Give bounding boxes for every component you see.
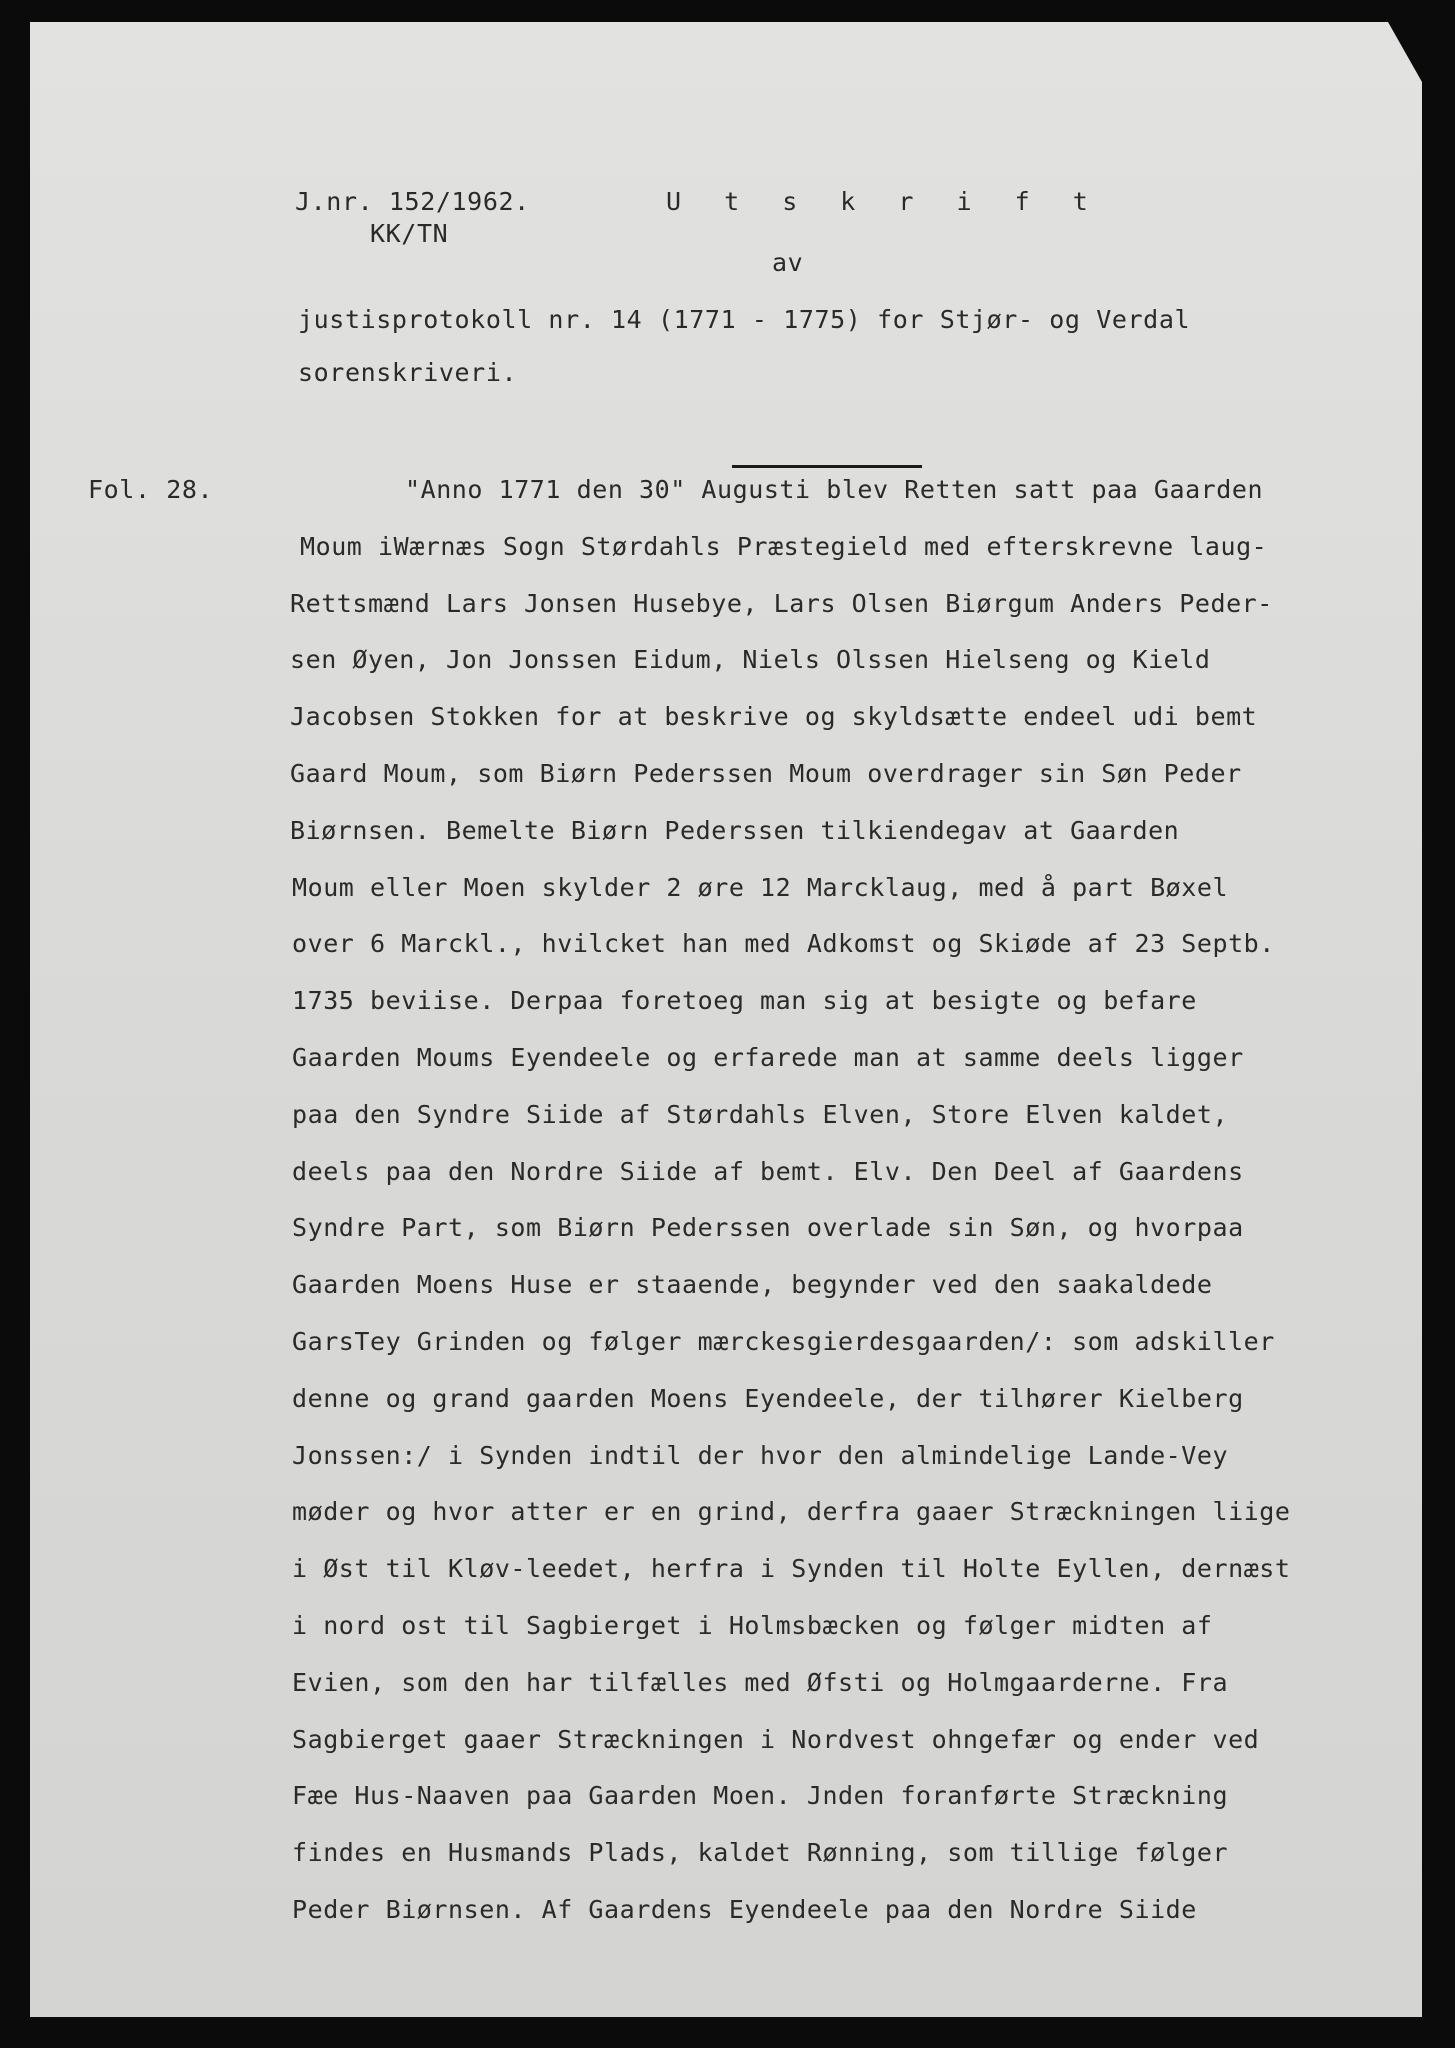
body-line: sen Øyen, Jon Jonssen Eidum, Niels Olssen Hielseng og Kield bbox=[290, 645, 1211, 674]
body-line: møder og hvor atter er en grind, derfra gaaer Stræckningen liige bbox=[292, 1497, 1291, 1526]
body-line: deels paa den Nordre Siide af bemt. Elv. Den Deel af Gaardens bbox=[292, 1157, 1244, 1186]
folio-number: Fol. 28. bbox=[88, 475, 214, 504]
document-title: U t s k r i f t bbox=[666, 187, 1102, 216]
journal-number: J.nr. 152/1962. bbox=[295, 187, 530, 216]
body-line: Jonssen:/ i Synden indtil der hvor den almindelige Lande-Vey bbox=[292, 1441, 1229, 1470]
body-line: denne og grand gaarden Moens Eyendeele, der tilhører Kielberg bbox=[292, 1384, 1244, 1413]
body-line: Syndre Part, som Biørn Pederssen overlade sin Søn, og hvorpaa bbox=[292, 1213, 1244, 1242]
body-line: Biørnsen. Bemelte Biørn Pederssen tilkiendegav at Gaarden bbox=[290, 816, 1180, 845]
title-av: av bbox=[772, 248, 804, 277]
body-line: Fæe Hus-Naaven paa Gaarden Moen. Jnden foranførte Stræckning bbox=[292, 1781, 1229, 1810]
body-line: Gaarden Moums Eyendeele og erfarede man at samme deels ligger bbox=[292, 1043, 1244, 1072]
subtitle-line-1: justisprotokoll nr. 14 (1771 - 1775) for Stjør- og Verdal bbox=[298, 305, 1191, 334]
body-line: i Øst til Kløv-leedet, herfra i Synden til Holte Eyllen, dernæst bbox=[292, 1554, 1291, 1583]
body-line: Evien, som den har tilfælles med Øfsti og Holmgaarderne. Fra bbox=[292, 1668, 1229, 1697]
title-divider bbox=[732, 465, 922, 468]
body-line: "Anno 1771 den 30" Augusti blev Retten satt paa Gaarden bbox=[405, 475, 1264, 504]
body-line: i nord ost til Sagbierget i Holmsbæcken og følger midten af bbox=[292, 1611, 1213, 1640]
folded-corner bbox=[1388, 22, 1422, 82]
document-page bbox=[30, 22, 1422, 2017]
body-line: Rettsmænd Lars Jonsen Husebye, Lars Olsen Biørgum Anders Peder- bbox=[290, 589, 1273, 618]
body-line: Moum iWærnæs Sogn Størdahls Præstegield med efterskrevne laug- bbox=[300, 532, 1268, 561]
body-line: over 6 Marckl., hvilcket han med Adkomst og Skiøde af 23 Septb. bbox=[292, 929, 1275, 958]
body-line: Gaarden Moens Huse er staaende, begynder ved den saakaldede bbox=[292, 1270, 1213, 1299]
subtitle-line-2: sorenskriveri. bbox=[298, 358, 518, 387]
body-line: Jacobsen Stokken for at beskrive og skyldsætte endeel udi bemt bbox=[290, 702, 1258, 731]
body-line: 1735 beviise. Derpaa foretoeg man sig at besigte og befare bbox=[292, 986, 1197, 1015]
body-line: findes en Husmands Plads, kaldet Rønning, som tillige følger bbox=[292, 1838, 1229, 1867]
body-line: Gaard Moum, som Biørn Pederssen Moum overdrager sin Søn Peder bbox=[290, 759, 1242, 788]
body-line: GarsTey Grinden og følger mærckesgierdesgaarden/: som adskiller bbox=[292, 1327, 1275, 1356]
body-line: Sagbierget gaaer Stræckningen i Nordvest ohngefær og ender ved bbox=[292, 1725, 1260, 1754]
body-line: Peder Biørnsen. Af Gaardens Eyendeele paa den Nordre Siide bbox=[292, 1895, 1197, 1924]
initials: KK/TN bbox=[370, 219, 449, 248]
body-line: paa den Syndre Siide af Størdahls Elven, Store Elven kaldet, bbox=[292, 1100, 1229, 1129]
body-line: Moum eller Moen skylder 2 øre 12 Marcklaug, med å part Bøxel bbox=[292, 873, 1229, 902]
